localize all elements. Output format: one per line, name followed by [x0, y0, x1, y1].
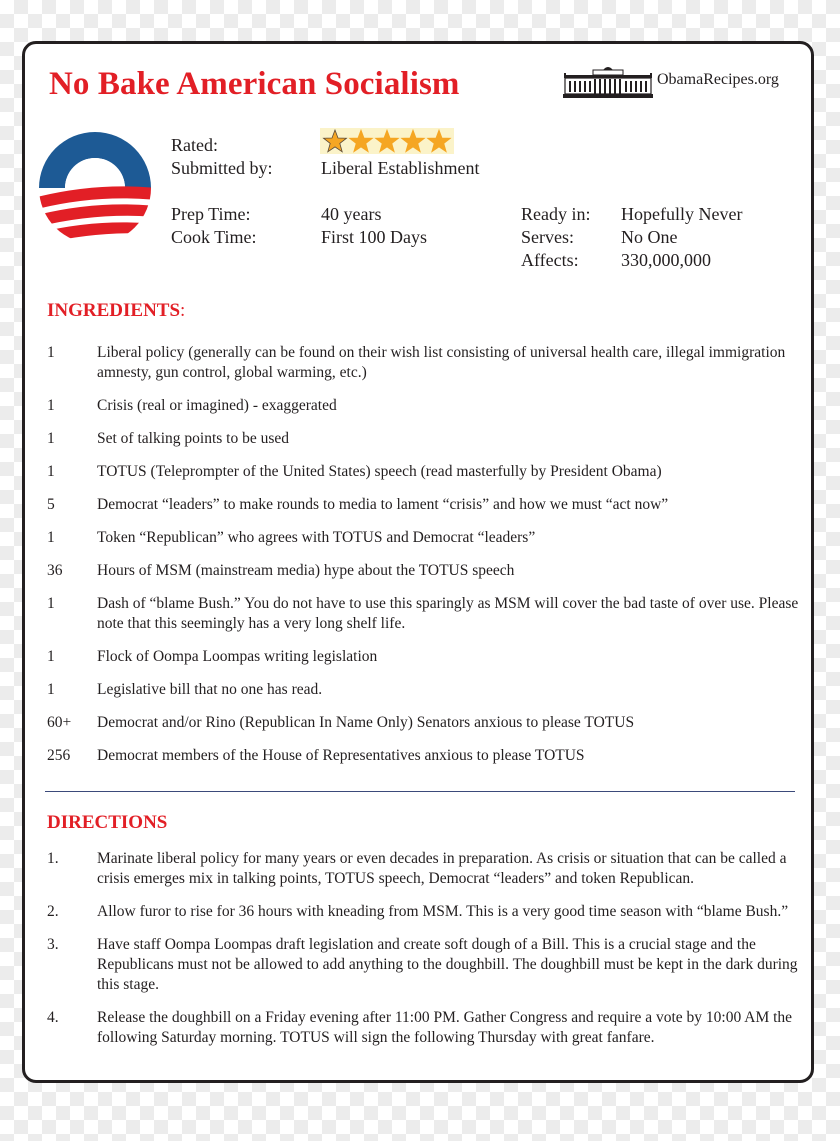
- ingredient-text: Democrat members of the House of Representatives anxious to please TOTUS: [97, 747, 585, 764]
- ingredient-quantity: 1: [47, 595, 55, 612]
- direction-step-text: Release the doughbill on a Friday evening after 11:00 PM. Gather Congress and require a vote by 10:00 AM the following Saturday morning. TOTUS will sign the following Thursday with great fanfare.: [97, 1009, 793, 1046]
- ingredient-text: Hours of MSM (mainstream media) hype about the TOTUS speech: [97, 562, 515, 579]
- star-icon: [400, 128, 426, 154]
- directions-list: [47, 849, 799, 1061]
- direction-step-text: Allow furor to rise for 36 hours with kneading from MSM. This is a very good time season with “blame Bush.”: [97, 903, 789, 920]
- directions-heading: DIRECTIONS: [47, 812, 168, 833]
- direction-step-text: Marinate liberal policy for many years or even decades in preparation. As crisis or situation that can be called a crisis emerges mix in talking points, TOTUS speech, Democrat “leaders” and token Republican.: [97, 850, 787, 887]
- ingredient-text: Legislative bill that no one has read.: [97, 681, 323, 698]
- recipe-card: [22, 41, 814, 1083]
- white-house-icon: [563, 64, 653, 98]
- ingredient-text: Liberal policy (generally can be found on their wish list consisting of universal health care, illegal immigration amnesty, gun control, global warming, etc.): [97, 344, 786, 381]
- ingredient-item: [47, 462, 799, 482]
- affects-value: 330,000,000: [621, 250, 711, 270]
- ingredient-quantity: 1: [47, 397, 55, 414]
- ingredient-item: [47, 495, 799, 515]
- ingredients-list: [47, 343, 799, 779]
- ingredient-quantity: 36: [47, 562, 63, 579]
- ingredient-quantity: 60+: [47, 714, 72, 731]
- direction-step: [47, 1008, 799, 1048]
- serves-label: Serves:: [521, 227, 574, 247]
- ingredient-item: [47, 343, 799, 383]
- ingredient-text: Democrat and/or Rino (Republican In Name Only) Senators anxious to please TOTUS: [97, 714, 635, 731]
- ingredient-quantity: 5: [47, 496, 55, 513]
- submitted-by-value: Liberal Establishment: [321, 158, 480, 178]
- cook-time-value: First 100 Days: [321, 227, 428, 247]
- site-brand[interactable]: [563, 64, 793, 100]
- direction-step-text: Have staff Oompa Loompas draft legislation and create soft dough of a Bill. This is a crucial stage and the Republicans must not be allowed to add anything to the doughbill. The doughbill must be kept in the dark during this stage.: [97, 936, 798, 993]
- prep-time-value: 40 years: [321, 204, 382, 224]
- ingredient-item: [47, 594, 799, 634]
- ingredient-text: Crisis (real or imagined) - exaggerated: [97, 397, 337, 414]
- obama-campaign-logo: [33, 126, 157, 250]
- ingredient-quantity: 1: [47, 681, 55, 698]
- section-divider: [45, 791, 795, 792]
- ingredients-heading-text: INGREDIENTS: [47, 300, 181, 321]
- direction-step-number: 4.: [47, 1009, 59, 1026]
- star-icon: [348, 128, 374, 154]
- ingredient-item: [47, 746, 799, 766]
- star-icon: [426, 128, 452, 154]
- rated-label: Rated:: [171, 135, 218, 155]
- ingredient-text: Dash of “blame Bush.” You do not have to use this sparingly as MSM will cover the bad taste of over use. Please note that this seemingly has a very long shelf life.: [97, 595, 799, 632]
- ingredient-item: [47, 396, 799, 416]
- ingredient-quantity: 1: [47, 344, 55, 361]
- ingredients-heading-colon: :: [180, 300, 186, 321]
- ingredient-text: Flock of Oompa Loompas writing legislation: [97, 648, 378, 665]
- ingredients-heading: [47, 300, 185, 322]
- ingredient-quantity: 1: [47, 463, 55, 480]
- direction-step: [47, 849, 799, 889]
- serves-value: No One: [621, 227, 678, 247]
- star-icon: [322, 128, 348, 154]
- submitted-label: Submitted by:: [171, 158, 273, 178]
- ingredient-text: Democrat “leaders” to make rounds to media to lament “crisis” and how we must “act now”: [97, 496, 669, 513]
- ingredient-quantity: 1: [47, 430, 55, 447]
- ingredient-text: Set of talking points to be used: [97, 430, 290, 447]
- star-icon: [374, 128, 400, 154]
- cook-time-label: Cook Time:: [171, 227, 257, 247]
- ingredient-item: [47, 561, 799, 581]
- ingredient-text: Token “Republican” who agrees with TOTUS and Democrat “leaders”: [97, 529, 536, 546]
- ingredient-item: [47, 647, 799, 667]
- ingredient-quantity: 1: [47, 529, 55, 546]
- prep-time-label: Prep Time:: [171, 204, 251, 224]
- direction-step-number: 2.: [47, 903, 59, 920]
- ingredient-item: [47, 429, 799, 449]
- ready-in-label: Ready in:: [521, 204, 591, 224]
- direction-step-number: 3.: [47, 936, 59, 953]
- site-name[interactable]: ObamaRecipes.org: [657, 71, 779, 88]
- recipe-title: No Bake American Socialism: [49, 66, 460, 102]
- direction-step: [47, 902, 799, 922]
- affects-label: Affects:: [521, 250, 579, 270]
- direction-step-number: 1.: [47, 850, 59, 867]
- ingredient-item: [47, 713, 799, 733]
- direction-step: [47, 935, 799, 995]
- ingredient-quantity: 256: [47, 747, 71, 764]
- ingredient-text: TOTUS (Teleprompter of the United States) speech (read masterfully by President Obama): [97, 463, 662, 480]
- ingredient-item: [47, 680, 799, 700]
- ingredient-item: [47, 528, 799, 548]
- ingredient-quantity: 1: [47, 648, 55, 665]
- ready-in-value: Hopefully Never: [621, 204, 743, 224]
- rating-stars: [320, 128, 454, 154]
